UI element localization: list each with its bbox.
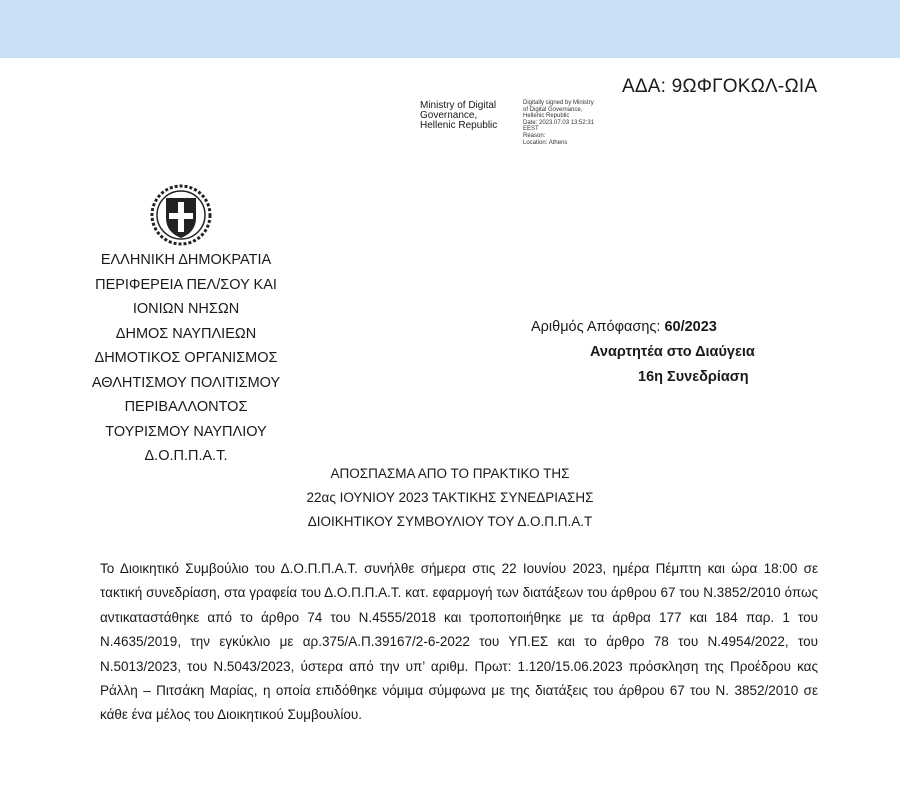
issuer-header-line: ΠΕΡΙΒΑΛΛΟΝΤΟΣ xyxy=(124,399,248,415)
issuer-header xyxy=(60,248,312,469)
decision-number-label: Αριθμός Απόφασης: xyxy=(531,319,665,335)
ada-code: ΑΔΑ: 9ΩΦΓΟΚΩΛ-ΩΙΑ xyxy=(622,76,818,97)
issuer-header-line: Δ.Ο.Π.Π.Α.Τ. xyxy=(144,448,228,464)
issuer-header-line: ΔΗΜΟΤΙΚΟΣ ΟΡΓΑΝΙΣΜΟΣ xyxy=(94,350,278,366)
signature-signer-line: Governance, xyxy=(420,110,478,121)
extract-title-line: 22ας ΙΟΥΝΙΟΥ 2023 ΤΑΚΤΙΚΗΣ ΣΥΝΕΔΡΙΑΣΗΣ xyxy=(306,490,594,505)
body-paragraph: Το Διοικητικό Συμβούλιο του Δ.Ο.Π.Π.Α.Τ. συνήλθε σήμερα στις 22 Ιουνίου 2023, ημέρα Πέμπτη και ώρα 18:00 σε τακτική συνεδρίαση, στα γραφεία του Δ.Ο.Π.Π.Α.Τ. κατ. εφαρμογή των διατάξεων του άρθρου 67 του Ν.3852/2010 όπως αντικαταστάθηκε από το άρθρο 74 του Ν.4555/2018 και τροποποιήθηκε με τα άρθρα 177 και 184 παρ. 1 του Ν.4635/2019, την εγκύκλιο με αρ.375/Α.Π.39167/2-6-2022 του ΥΠ.ΕΣ και το άρθρο 78 του Ν.4954/2022, του Ν.5013/2023, του Ν.5043/2023, ύστερα από την υπ’ αριθμ. Πρωτ: 1.120/15.06.2023 πρόσκληση της Προέδρου κας Ράλλη – Πιτσάκη Μαρίας, η οποία επιδόθηκε νόμιμα σύμφωνα με της διατάξεις του άρθρου 67 του Ν. 3852/2010 σε κάθε ένα μέλος του Διοικητικού Συμβουλίου. xyxy=(100,561,818,723)
signature-detail-line: of Digital Governance, xyxy=(523,106,583,113)
decision-number xyxy=(531,319,717,335)
signature-detail-line: Location: Athens xyxy=(523,139,568,146)
issuer-header-line: ΠΕΡΙΦΕΡΕΙΑ ΠΕΛ/ΣΟΥ ΚΑΙ xyxy=(95,276,277,293)
extract-title-line: ΑΠΟΣΠΑΣΜΑ ΑΠΟ ΤΟ ΠΡΑΚΤΙΚΟ ΤΗΣ xyxy=(330,466,570,481)
issuer-header-line: ΤΟΥΡΙΣΜΟΥ ΝΑΥΠΛΙΟΥ xyxy=(105,423,267,440)
diavgeia-posting-note: Αναρτητέα στο Διαύγεια xyxy=(590,344,755,360)
extract-title-line: ΔΙΟΙΚΗΤΙΚΟΥ ΣΥΜΒΟΥΛΙΟΥ ΤΟΥ Δ.Ο.Π.Π.Α.Τ xyxy=(307,514,593,529)
signature-detail-line: Hellenic Republic xyxy=(523,113,570,120)
signature-signer xyxy=(420,101,497,131)
signature-details xyxy=(523,100,594,146)
signature-signer-line: Ministry of Digital xyxy=(420,100,497,111)
signature-signer-line: Hellenic Republic xyxy=(420,120,498,131)
signature-detail-line: Reason: xyxy=(523,132,546,139)
issuer-header-line: ΔΗΜΟΣ ΝΑΥΠΛΙΕΩΝ xyxy=(115,325,257,342)
session-number: 16η Συνεδρίαση xyxy=(638,369,749,385)
signature-detail-line: Digitally signed by Ministry xyxy=(523,100,594,106)
signature-detail-line: EEST xyxy=(523,126,539,133)
issuer-header-line: ΕΛΛΗΝΙΚΗ ΔΗΜΟΚΡΑΤΙΑ xyxy=(100,252,272,268)
viewer-top-bar xyxy=(0,0,900,58)
decision-number-value: 60/2023 xyxy=(664,319,717,335)
issuer-header-line: ΙΟΝΙΩΝ ΝΗΣΩΝ xyxy=(132,301,240,317)
issuer-header-line: ΑΘΛΗΤΙΣΜΟΥ ΠΟΛΙΤΙΣΜΟΥ xyxy=(91,374,281,391)
greek-coat-of-arms-icon xyxy=(150,184,212,246)
extract-title xyxy=(240,462,660,534)
signature-detail-line: Date: 2023.07.03 13:52:31 xyxy=(523,119,595,126)
